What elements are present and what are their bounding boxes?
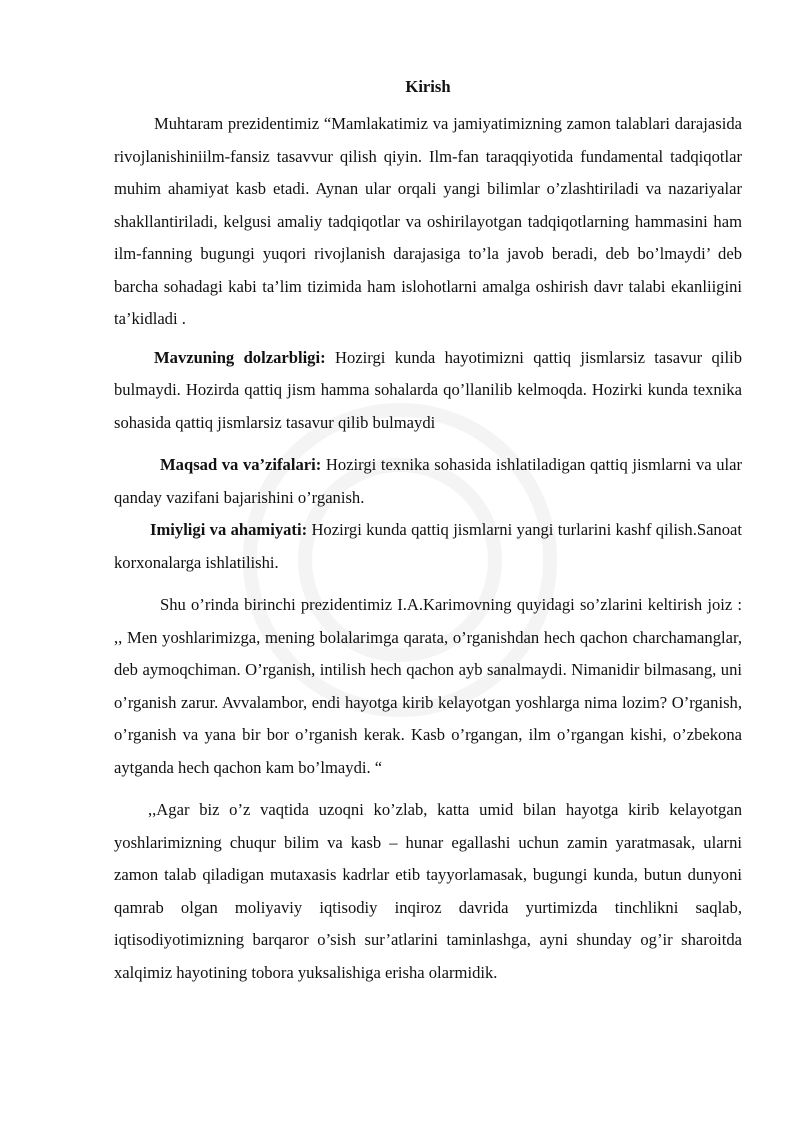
intro-paragraph: Muhtaram prezidentimiz “Mamlakatimiz va jamiyatimizning zamon talablari darajasida rivojlanishiniilm-fansiz tasavvur qilish qiyin. Ilm-fan taraqqiyotida fundamental tadqiqotlar muhim ahamiyat kasb etadi. Aynan ular orqali yangi bilimlar o’zlashtiriladi va nazariyalar shakllantiriladi, kelgusi amaliy tadqiqotlar va oshirilayotgan tadqiqotlarning hammasini ham ilm-fanning bugungi yuqori rivojlanish darajasiga to’la javob beradi, deb bo’lmaydi’ deb barcha sohadagi kabi ta’lim tizimida ham islohotlarni amalga oshirish davr talabi ekanliigini ta’kidladi .	[114, 114, 742, 328]
goals-label: Maqsad va va’zifalari:	[160, 455, 322, 474]
significance-paragraph	[114, 514, 742, 579]
goals-paragraph	[114, 449, 742, 514]
document-page	[114, 70, 742, 989]
relevance-label: Mavzuning dolzarbligi:	[154, 347, 326, 367]
relevance-text: Hozirgi kunda hayotimizni qattiq jismlarsiz tasavur qilib bulmaydi. Hozirda qattiq jism hamma sohalarda qo’llanilib kelmoqda. Hozirki kunda texnika sohasida qattiq jismlarsiz tasavur qilib bulmaydi	[114, 347, 742, 432]
significance-text: Hozirgi kunda qattiq jismlarni yangi turlarini kashf qilish.Sanoat korxonalarga ishlatilishi.	[114, 520, 743, 572]
quote-paragraph: Shu o’rinda birinchi prezidentimiz I.A.Karimovning quyidagi so’zlarini keltirish joiz : ,, Men yoshlarimizga, mening bolalarimga qarata, o’rganishdan hech qachon charchamanglar, deb aymoqchiman. O’rganish, intilish hech qachon ayb sanalmaydi. Nimanidir bilmasang, uni o’rganish zarur. Avvalambor, endi hayotga kirib kelayotgan yoshlarga nima lozim? O’rganish, o’rganish va yana bir bor o’rganish kerak. Kasb o’rgangan, ilm o’rgangan kishi, o’zbekona aytganda hech qachon kam bo’lmaydi. “	[114, 595, 742, 777]
closing-paragraph: ,,Agar biz o’z vaqtida uzoqni ko’zlab, katta umid bilan hayotga kirib kelayotgan yoshlarimizning chuqur bilim va kasb – hunar egallashi uchun zamin yaratmasak, ularni zamon talab qiladigan mutaxasis kadrlar etib tayyorlamasak, bugungi kunda, butun dunyoni qamrab olgan moliyaviy iqtisodiy inqiroz davrida yurtimizda tinchlikni saqlab, iqtisodiyotimizning barqaror o’sish sur’atlarini taminlashga, ayni shunday og’ir sharoitda xalqimiz hayotining tobora yuksalishiga erisha olarmidik.	[114, 800, 742, 982]
document-title: Kirish	[405, 77, 451, 96]
significance-label: Imiyligi va ahamiyati:	[150, 520, 308, 539]
relevance-paragraph	[114, 342, 742, 440]
goals-text: Hozirgi texnika sohasida ishlatiladigan qattiq jismlarni va ular qanday vazifani bajarishini o’rganish.	[114, 455, 742, 507]
